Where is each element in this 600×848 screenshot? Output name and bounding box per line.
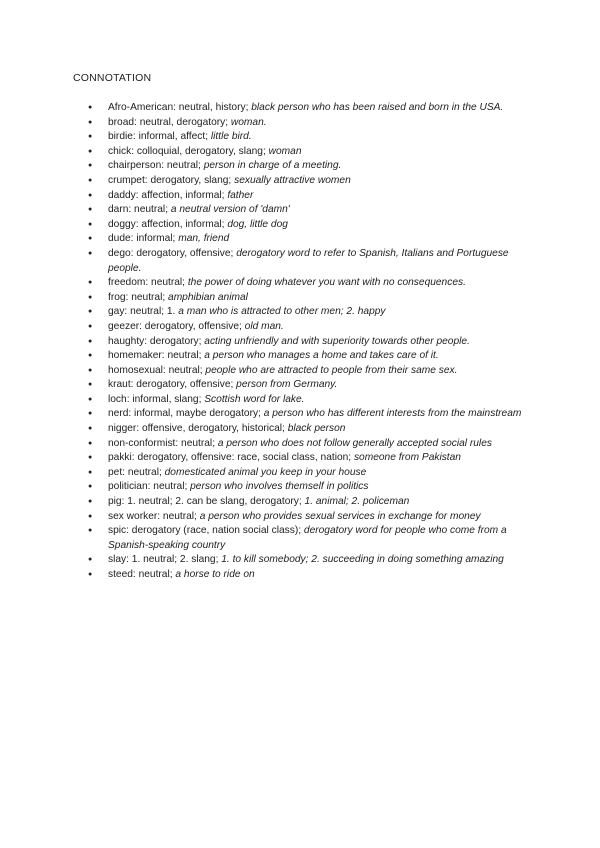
entry-term: homosexual: neutral; xyxy=(108,364,206,376)
entry-term: sex worker: neutral; xyxy=(108,510,200,522)
entry-term: doggy: affection, informal; xyxy=(108,218,228,230)
entry-definition: a man who is attracted to other men; 2. happy xyxy=(178,306,386,318)
list-item xyxy=(88,495,528,510)
entry-term: gay: neutral; 1. xyxy=(108,306,179,318)
entry-term: non-conformist: neutral; xyxy=(108,437,218,449)
entry-definition: dog, little dog xyxy=(227,218,288,230)
list-item xyxy=(88,189,528,204)
entry-term: pet: neutral; xyxy=(108,466,165,478)
list-item xyxy=(88,364,528,379)
entry-definition: man, friend xyxy=(178,233,230,245)
entry-term: freedom: neutral; xyxy=(108,277,188,289)
entry-definition: the power of doing whatever you want with no consequences. xyxy=(187,277,466,289)
entry-definition: person from Germany. xyxy=(236,379,338,391)
entry-term: kraut: derogatory, offensive; xyxy=(108,379,237,391)
list-item xyxy=(88,480,528,495)
list-item xyxy=(88,524,528,553)
list-item xyxy=(88,305,528,320)
entry-term: pakki: derogatory, offensive: race, social class, nation; xyxy=(108,452,354,464)
entry-definition: Scottish word for lake. xyxy=(204,393,305,405)
entry-definition: acting unfriendly and with superiority towards other people. xyxy=(204,335,470,347)
entry-definition: a person who has different interests from the mainstream xyxy=(263,408,522,420)
entry-definition: person in charge of a meeting. xyxy=(203,160,342,172)
entry-term: dude: informal; xyxy=(108,233,179,245)
list-item xyxy=(88,510,528,525)
list-item xyxy=(88,276,528,291)
list-item xyxy=(88,451,528,466)
entry-term: steed: neutral; xyxy=(108,569,176,580)
list-item xyxy=(88,218,528,233)
entry-term: birdie: informal, affect; xyxy=(108,131,211,143)
list-item xyxy=(88,203,528,218)
entry-definition: a person who provides sexual services in exchange for money xyxy=(199,510,481,522)
list-item xyxy=(88,174,528,189)
entry-definition: someone from Pakistan xyxy=(353,452,461,464)
list-item xyxy=(88,291,528,306)
entry-term: nerd: informal, maybe derogatory; xyxy=(108,408,264,420)
list-item xyxy=(88,232,528,247)
list-item xyxy=(88,393,528,408)
entry-definition: woman xyxy=(268,145,302,157)
entry-definition: amphibian animal xyxy=(168,291,248,303)
list-item xyxy=(88,145,528,160)
entry-definition: little bird. xyxy=(210,131,252,143)
entry-term: nigger: offensive, derogatory, historical; xyxy=(108,423,288,435)
entry-definition: old man. xyxy=(244,320,284,332)
list-item xyxy=(88,335,528,350)
document-title: CONNOTATION xyxy=(73,72,152,84)
entry-term: chairperson: neutral; xyxy=(108,160,204,172)
list-item xyxy=(88,101,528,116)
entry-definition: 1. to kill somebody; 2. succeeding in doing something amazing xyxy=(221,554,504,566)
entry-definition: people who are attracted to people from their same sex. xyxy=(205,364,458,376)
entry-definition: derogatory word to refer to Spanish, Italians and Portuguese people. xyxy=(108,247,509,274)
entry-term: frog: neutral; xyxy=(108,291,169,303)
list-item xyxy=(88,568,528,583)
list-item xyxy=(88,349,528,364)
entry-term: dego: derogatory, offensive; xyxy=(108,247,237,259)
entry-term: pig: 1. neutral; 2. can be slang, derogatory; xyxy=(108,496,305,508)
entry-definition: a neutral version of 'damn' xyxy=(170,204,290,216)
entry-term: loch: informal, slang; xyxy=(108,393,205,405)
entry-definition: person who involves themself in politics xyxy=(190,481,369,493)
entry-term: darn: neutral; xyxy=(108,204,171,216)
entry-term: slay: 1. neutral; 2. slang; xyxy=(108,554,222,566)
entry-term: geezer: derogatory, offensive; xyxy=(108,320,245,332)
entry-definition: woman. xyxy=(230,116,267,128)
list-item xyxy=(88,466,528,481)
list-item xyxy=(88,320,528,335)
entry-term: Afro-American: neutral, history; xyxy=(108,102,252,113)
entry-term: homemaker: neutral; xyxy=(108,350,205,362)
entry-term: crumpet: derogatory, slang; xyxy=(108,174,235,186)
entry-definition: domesticated animal you keep in your house xyxy=(164,466,367,478)
entry-term: haughty: derogatory; xyxy=(108,335,205,347)
entry-definition: black person xyxy=(287,423,346,435)
entry-definition: father xyxy=(227,189,254,201)
entry-term: chick: colloquial, derogatory, slang; xyxy=(108,145,269,157)
connotation-list xyxy=(88,101,528,583)
entry-definition: a horse to ride on xyxy=(175,569,255,580)
entry-term: politician: neutral; xyxy=(108,481,191,493)
list-item xyxy=(88,422,528,437)
entry-term: spic: derogatory (race, nation social class); xyxy=(108,525,304,537)
entry-definition: a person who does not follow generally accepted social rules xyxy=(217,437,492,449)
list-item xyxy=(88,116,528,131)
entry-definition: sexually attractive women xyxy=(234,174,351,186)
entry-definition: a person who manages a home and takes care of it. xyxy=(204,350,439,362)
list-item xyxy=(88,553,528,568)
list-item xyxy=(88,407,528,422)
list-item xyxy=(88,130,528,145)
entry-term: daddy: affection, informal; xyxy=(108,189,228,201)
entry-definition: derogatory word for people who come from a Spanish-speaking country xyxy=(108,525,507,551)
entry-definition: black person who has been raised and born in the USA. xyxy=(251,102,504,113)
list-item xyxy=(88,159,528,174)
entry-definition: 1. animal; 2. policeman xyxy=(304,496,410,508)
list-item xyxy=(88,247,528,276)
list-item xyxy=(88,378,528,393)
list-item xyxy=(88,437,528,452)
entry-term: broad: neutral, derogatory; xyxy=(108,116,231,128)
